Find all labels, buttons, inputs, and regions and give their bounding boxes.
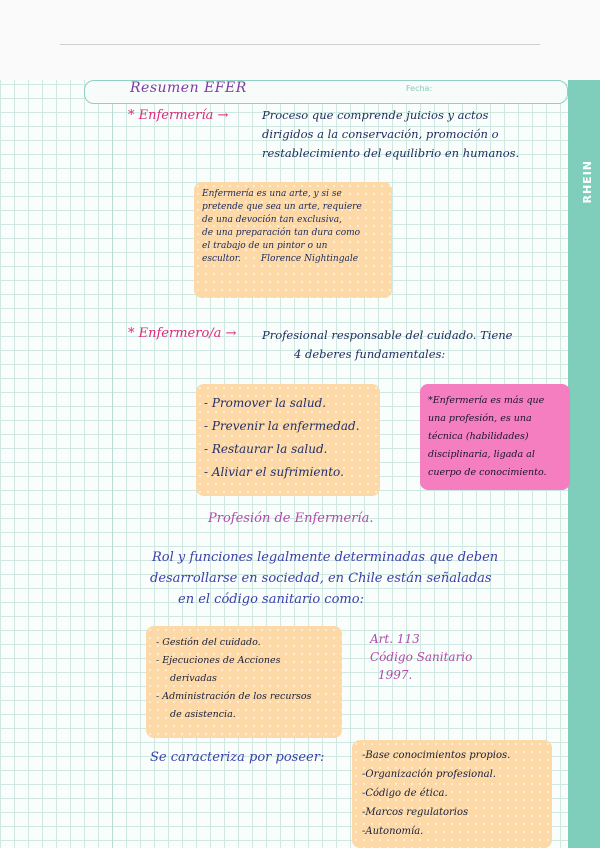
quote-last-line: escultor.	[202, 254, 241, 264]
characterized-label: Se caracteriza por poseer:	[150, 750, 325, 765]
definition-line: Proceso que comprende juicios y actos	[262, 108, 489, 122]
top-rule	[60, 44, 540, 45]
ref-line: Art. 113	[370, 632, 420, 646]
term-enfermeria: * Enfermería →	[128, 108, 229, 123]
intro-line: desarrollarse en sociedad, en Chile están señaladas	[150, 571, 492, 586]
intro-line: en el código sanitario como:	[178, 592, 364, 607]
function-item: - Administración de los recursos	[156, 691, 312, 702]
function-item: de asistencia.	[170, 709, 236, 720]
quote-line: pretende que sea un arte, requiere	[202, 202, 362, 212]
definition-line: 4 deberes fundamentales:	[294, 347, 446, 361]
section-intro	[150, 547, 498, 610]
ref-line: 1997.	[378, 668, 413, 682]
quote-line: de una devoción tan exclusiva,	[202, 215, 342, 225]
note-line: técnica (habilidades)	[428, 431, 529, 442]
definition-enfermero	[262, 326, 512, 364]
definition-line: Profesional responsable del cuidado. Tiene	[262, 328, 513, 342]
function-item: derivadas	[170, 673, 217, 684]
characteristic-item: -Organización profesional.	[362, 769, 496, 780]
characteristics-note	[352, 740, 552, 848]
note-line: una profesión, es una	[428, 413, 532, 424]
characteristic-item: -Código de ética.	[362, 788, 448, 799]
page-title: Resumen EFER	[130, 80, 247, 96]
note-line: disciplinaria, ligada al	[428, 449, 535, 460]
quote-line: Enfermería es una arte, y si se	[202, 189, 342, 199]
duties-note	[196, 384, 380, 496]
characteristic-item: -Marcos regulatorios	[362, 807, 469, 818]
definition-enfermeria	[262, 106, 519, 163]
nightingale-quote-note	[194, 182, 392, 298]
duty-item: - Aliviar el sufrimiento.	[204, 465, 344, 479]
brand-logo: RHEIN	[581, 160, 594, 204]
duty-item: - Prevenir la enfermedad.	[204, 419, 360, 433]
section-heading: Profesión de Enfermería.	[208, 511, 374, 526]
ref-line: Código Sanitario	[370, 650, 473, 664]
duty-item: - Promover la salud.	[204, 396, 327, 410]
enfermeria-pink-note	[420, 384, 570, 490]
note-line: *Enfermería es más que	[428, 395, 545, 406]
code-reference	[370, 630, 472, 684]
margin-line	[112, 80, 113, 848]
functions-note	[146, 626, 342, 738]
fecha-label: Fecha:	[406, 84, 433, 93]
definition-line: dirigidos a la conservación, promoción o	[262, 127, 499, 141]
quote-author: Florence Nightingale	[260, 254, 359, 264]
term-enfermero: * Enfermero/a →	[128, 326, 237, 341]
note-line: cuerpo de conocimiento.	[428, 467, 547, 478]
function-item: - Gestión del cuidado.	[156, 637, 261, 648]
characteristic-item: -Base conocimientos propios.	[362, 750, 511, 761]
quote-line: de una preparación tan dura como	[202, 228, 361, 238]
quote-line	[202, 253, 384, 266]
definition-line: restablecimiento del equilibrio en humanos.	[262, 146, 520, 160]
function-item: - Ejecuciones de Acciones	[156, 655, 281, 666]
duty-item: - Restaurar la salud.	[204, 442, 328, 456]
characteristic-item: -Autonomía.	[362, 826, 424, 837]
top-blank-area	[0, 0, 600, 80]
quote-line: el trabajo de un pintor o un	[202, 241, 328, 251]
intro-line: Rol y funciones legalmente determinadas que deben	[152, 550, 499, 565]
